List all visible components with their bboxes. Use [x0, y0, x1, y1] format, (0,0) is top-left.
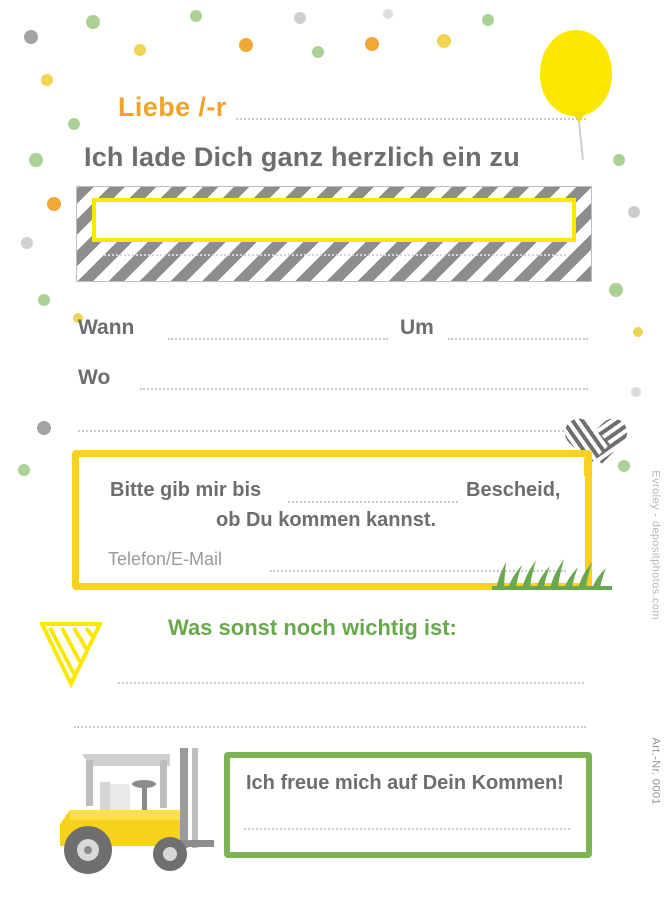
confetti-dot	[68, 118, 80, 130]
confetti-dot	[482, 14, 494, 26]
event-name-write-line[interactable]	[104, 254, 566, 256]
wo-write-line-2[interactable]	[78, 430, 588, 432]
important-write-line-2[interactable]	[74, 726, 586, 728]
balloon-icon	[540, 30, 612, 116]
confetti-dot	[134, 44, 146, 56]
important-heading: Was sonst noch wichtig ist:	[168, 615, 457, 640]
confetti-dot	[618, 460, 630, 472]
confetti-dot	[18, 464, 30, 476]
confetti-dot	[609, 283, 623, 297]
confetti-dot	[365, 37, 379, 51]
confetti-dot	[38, 294, 50, 306]
rsvp-date-write-line[interactable]	[288, 501, 458, 503]
striped-heart-icon	[556, 400, 610, 450]
watermark-credit: Evroley - depositphotos.com	[650, 470, 662, 620]
confetti-dot	[437, 34, 451, 48]
confetti-dot	[21, 237, 33, 249]
confetti-dot	[29, 153, 43, 167]
wann-write-line[interactable]	[168, 338, 388, 340]
confetti-dot	[239, 38, 253, 52]
grass-icon	[492, 556, 612, 590]
closing-write-line[interactable]	[244, 828, 570, 830]
confetti-dot	[631, 387, 641, 397]
confetti-dot	[294, 12, 306, 24]
confetti-dot	[41, 74, 53, 86]
confetti-dot	[24, 30, 38, 44]
yellow-triangle-flag-icon	[40, 622, 102, 688]
confetti-dot	[633, 327, 643, 337]
confetti-dot	[47, 197, 61, 211]
confetti-dot	[628, 206, 640, 218]
confetti-dot	[37, 421, 51, 435]
event-name-field[interactable]	[92, 198, 576, 242]
um-write-line[interactable]	[448, 338, 588, 340]
greeting-text: Liebe /-r	[118, 92, 227, 122]
confetti-dot	[190, 10, 202, 22]
label-wann: Wann	[78, 316, 135, 339]
rsvp-text-end: Bescheid,	[466, 479, 561, 501]
confetti-dot	[312, 46, 324, 58]
article-number: Art.-Nr. 0001	[650, 737, 662, 805]
confetti-dot	[613, 154, 625, 166]
rsvp-text-start: Bitte gib mir bis	[110, 479, 262, 501]
closing-box	[224, 752, 592, 858]
page-title: Ich lade Dich ganz herzlich ein zu	[84, 142, 520, 172]
forklift-icon	[30, 740, 220, 880]
balloon-string-icon	[578, 122, 584, 160]
label-um: Um	[400, 316, 434, 339]
confetti-dot	[383, 9, 393, 19]
label-contact: Telefon/E-Mail	[108, 549, 223, 569]
label-wo: Wo	[78, 366, 111, 389]
wo-write-line-1[interactable]	[140, 388, 588, 390]
rsvp-text-line2: ob Du kommen kannst.	[216, 509, 437, 531]
confetti-dot	[86, 15, 100, 29]
greeting-write-line[interactable]	[236, 118, 586, 120]
closing-text: Ich freue mich auf Dein Kommen!	[246, 772, 564, 794]
important-write-line-1[interactable]	[118, 682, 584, 684]
